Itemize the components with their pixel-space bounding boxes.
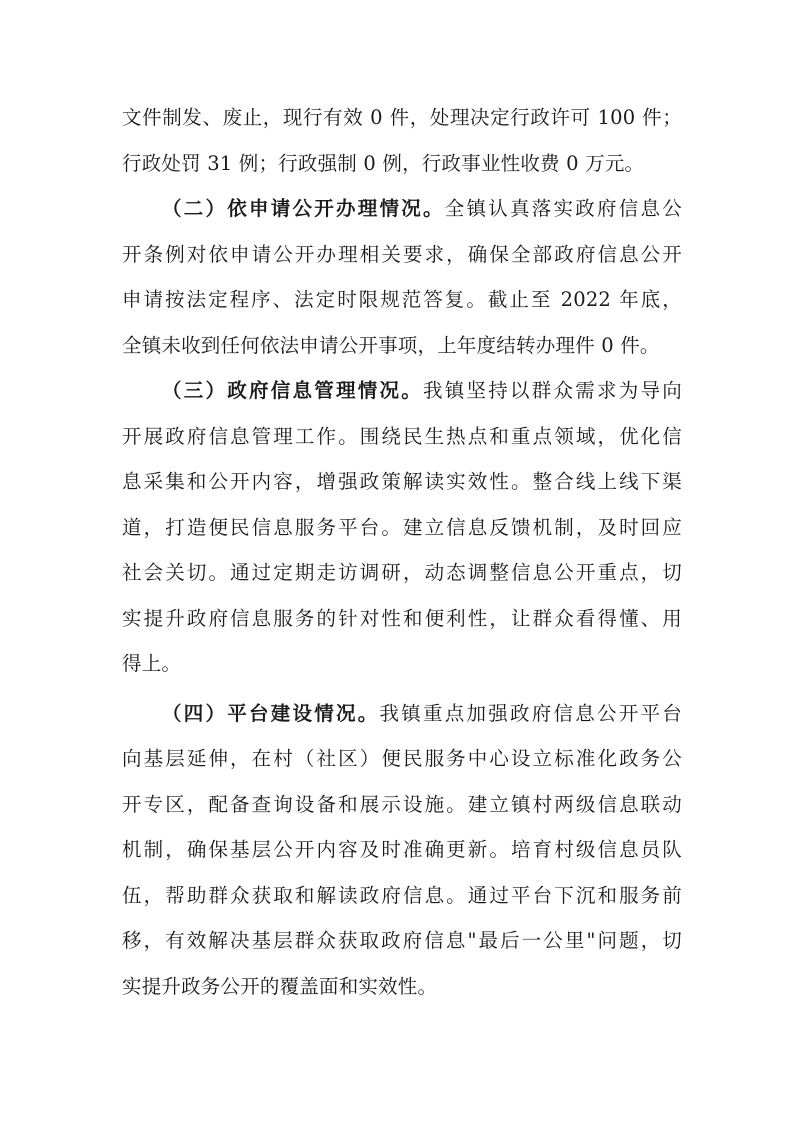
paragraph-text: 全镇认真落实政府信息公	[444, 197, 682, 220]
section-info-management	[122, 368, 682, 687]
paragraph-line: 文件制发、废止，现行有效 0 件，处理决定行政许可 100 件；	[122, 106, 682, 129]
section-first-line	[122, 691, 682, 737]
paragraph-line: 行政处罚 31 例；行政强制 0 例，行政事业性收费 0 万元。	[122, 151, 645, 175]
paragraph-line: 机制，确保基层公开内容及时准确更新。培育村级信息员队	[122, 838, 682, 861]
paragraph-line: 向基层延伸，在村（社区）便民服务中心设立标准化政务公	[122, 747, 682, 770]
document-page	[122, 95, 682, 1009]
section-platform-construction	[122, 691, 682, 1010]
paragraph-line: 实提升政务公开的覆盖面和实效性。	[122, 974, 438, 998]
section-heading: （二）依申请公开办理情况。	[162, 197, 445, 220]
paragraph-text: 我镇重点加强政府信息公开平台	[379, 701, 682, 725]
paragraph-line: 申请按法定程序、法定时限规范答复。截止至 2022 年底，	[122, 288, 682, 311]
paragraph-line: 息采集和公开内容，增强政策解读实效性。整合线上线下渠	[122, 470, 682, 493]
section-intro-continuation	[122, 95, 682, 186]
paragraph-line: 开条例对依申请公开办理相关要求，确保全部政府信息公开	[122, 242, 682, 266]
paragraph-line: 全镇未收到任何依法申请公开事项，上年度结转办理件 0 件。	[122, 333, 660, 357]
paragraph-line: 移，有效解决基层群众获取政府信息"最后一公里"问题，切	[122, 929, 682, 952]
section-first-line	[122, 186, 682, 232]
paragraph-line: 实提升政府信息服务的针对性和便利性，让群众看得懂、用	[122, 606, 682, 630]
section-heading: （三）政府信息管理情况。	[162, 379, 424, 402]
section-application-disclosure	[122, 186, 682, 368]
paragraph-line: 得上。	[122, 652, 182, 675]
paragraph-line: 道，打造便民信息服务平台。建立信息反馈机制，及时回应	[122, 515, 682, 539]
paragraph-line: 开展政府信息管理工作。围绕民生热点和重点领域，优化信	[122, 424, 682, 448]
paragraph-line: 伍，帮助群众获取和解读政府信息。通过平台下沉和服务前	[122, 883, 682, 907]
section-heading: （四）平台建设情况。	[162, 701, 380, 725]
paragraph-text: 我镇坚持以群众需求为导向	[423, 379, 682, 402]
paragraph-line: 社会关切。通过定期走访调研，动态调整信息公开重点，切	[122, 561, 682, 584]
paragraph-line: 开专区，配备查询设备和展示设施。建立镇村两级信息联动	[122, 792, 682, 816]
section-first-line	[122, 368, 682, 414]
